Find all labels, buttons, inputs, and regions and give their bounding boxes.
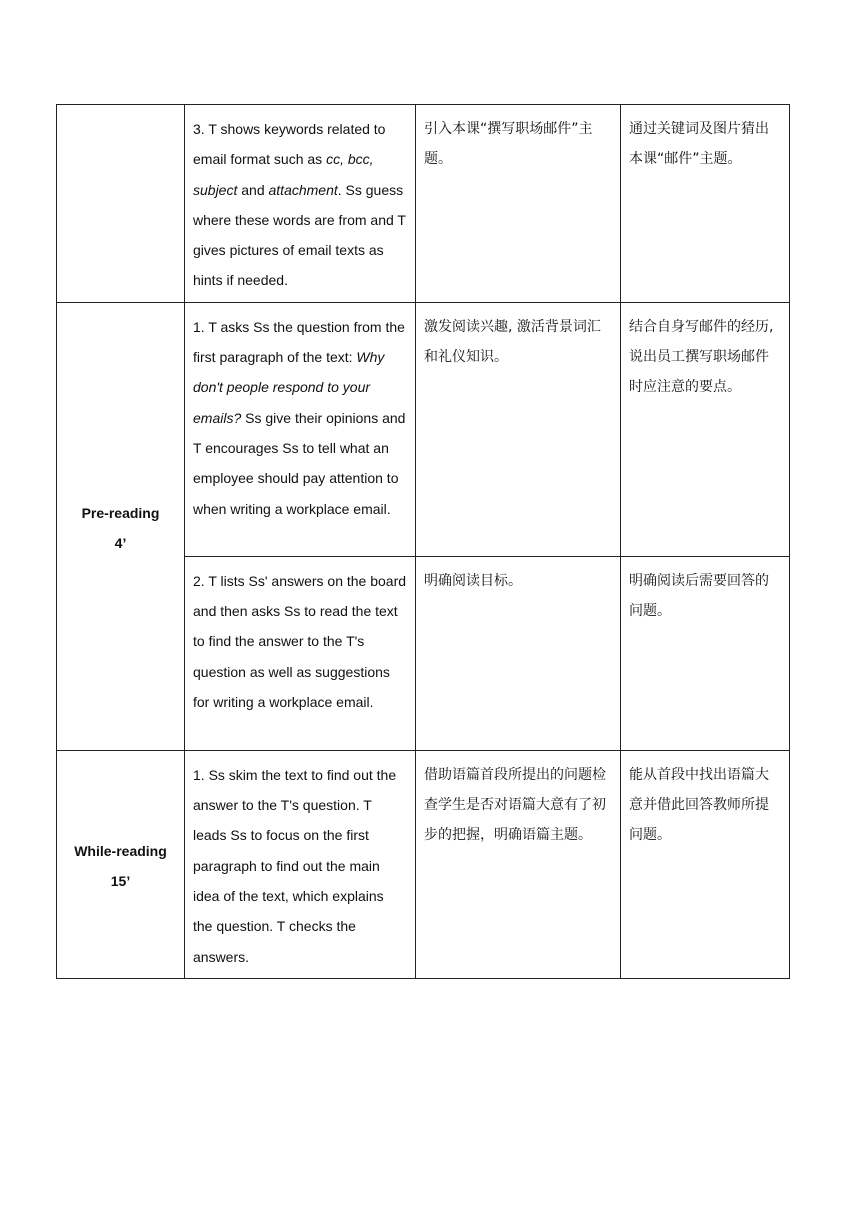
effect-cell: 能从首段中找出语篇大意并借此回答教师所提问题。 xyxy=(621,750,790,978)
step-text: . Ss guess where these words are from and T gives pictures of email texts as hints if needed. xyxy=(193,181,406,289)
purpose-cell: 激发阅读兴趣, 激活背景词汇和礼仪知识。 xyxy=(416,302,621,556)
step-text: 1. T asks Ss the question from the first paragraph of the text: xyxy=(193,318,405,366)
table-row xyxy=(57,302,790,556)
stage-time: 15’ xyxy=(110,872,131,889)
step-cell xyxy=(185,105,416,303)
stage-name: Pre-reading xyxy=(81,504,160,521)
effect-cell: 通过关键词及图片猜出本课“邮件”主题。 xyxy=(621,105,790,303)
step-text: Ss give their opinions and T encourages Ss to tell what an employee should pay attention to when writing a workplace email. xyxy=(193,409,406,517)
stage-cell-empty xyxy=(57,105,185,303)
purpose-cell: 借助语篇首段所提出的问题检查学生是否对语篇大意有了初步的把握，明确语篇主题。 xyxy=(416,750,621,978)
step-text: and xyxy=(237,181,269,198)
step-question: Why don't people respond to your emails? xyxy=(193,349,385,426)
step-keyword: attachment xyxy=(268,181,338,198)
step-cell: 2. T lists Ss' answers on the board and then asks Ss to read the text to find the answer to the T's question as well as suggestions for writing a workplace email. xyxy=(185,556,416,750)
table-row xyxy=(57,105,790,303)
step-keywords: cc, bcc, subject xyxy=(193,151,374,198)
stage-time: 4’ xyxy=(114,534,127,551)
purpose-cell: 引入本课“撰写职场邮件”主题。 xyxy=(416,105,621,303)
effect-cell: 明确阅读后需要回答的问题。 xyxy=(621,556,790,750)
stage-name: While-reading xyxy=(74,842,167,859)
effect-cell: 结合自身写邮件的经历,说出员工撰写职场邮件时应注意的要点。 xyxy=(621,302,790,556)
step-cell xyxy=(185,302,416,556)
step-text: 3. T shows keywords related to email format such as xyxy=(193,121,386,168)
lesson-plan-table xyxy=(56,104,790,979)
table-row xyxy=(57,750,790,978)
stage-cell-pre-reading xyxy=(57,302,185,750)
step-cell: 1. Ss skim the text to find out the answer to the T's question. T leads Ss to focus on the first paragraph to find out the main idea of the text, which explains the question. T checks the answers. xyxy=(185,750,416,978)
purpose-cell: 明确阅读目标。 xyxy=(416,556,621,750)
stage-cell-while-reading xyxy=(57,750,185,978)
